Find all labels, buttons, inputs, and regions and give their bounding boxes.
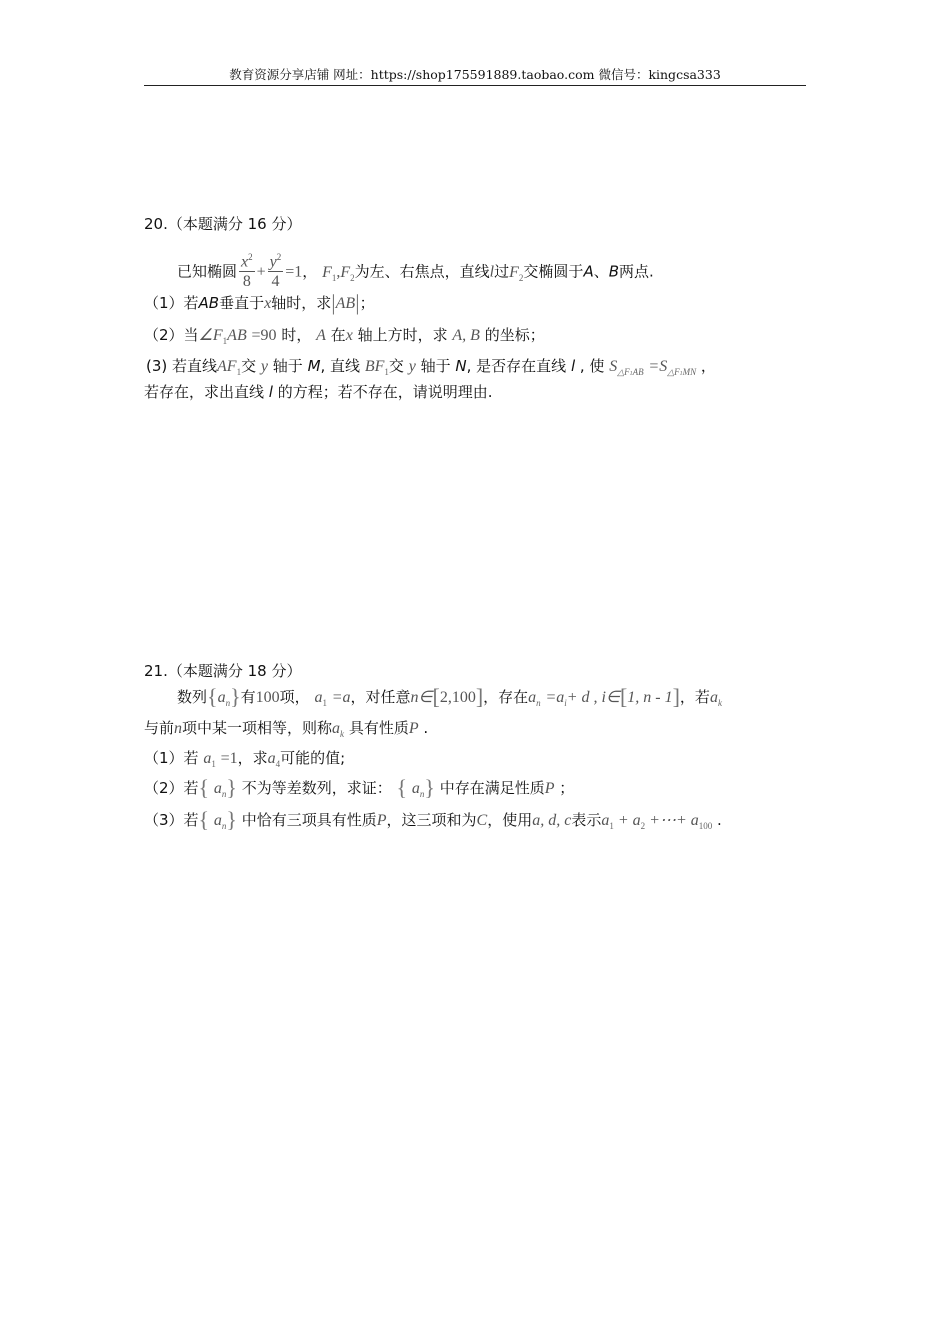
ak: $a_k$ xyxy=(709,689,722,708)
text: 与前 xyxy=(144,719,175,737)
var-n: n xyxy=(174,720,183,737)
text: 具有性质 xyxy=(348,719,409,737)
frac-numerator xyxy=(268,248,284,272)
exp: 2 xyxy=(248,252,253,262)
seq-an: $a_n$ xyxy=(213,780,227,799)
a4: $a_4$ xyxy=(267,750,281,769)
seq-an: $a_n$ xyxy=(217,689,231,708)
equals-1: =1 xyxy=(220,750,238,767)
equals-ai: $=a_i$ xyxy=(545,689,567,708)
q20-part3-line1 xyxy=(146,355,716,377)
q21-intro-line2 xyxy=(144,717,428,739)
plus-d-i-in: + d , i∈ xyxy=(566,689,620,706)
var-x: x xyxy=(345,327,353,344)
text: ，对任意 xyxy=(350,688,411,706)
var-y: y xyxy=(260,358,268,375)
text: 两点. xyxy=(619,262,654,281)
text: 为左、右焦点，直线 xyxy=(354,262,490,281)
an: $a_n$ xyxy=(528,689,541,708)
property-P: P xyxy=(544,780,555,797)
sep: , xyxy=(336,263,341,281)
q21-title: 21.（本题满分 18 分） xyxy=(144,662,302,680)
var-l: l xyxy=(489,263,495,281)
point-B: B xyxy=(608,262,620,281)
var-y: y xyxy=(408,358,416,375)
text: , 直线 xyxy=(320,357,361,375)
points-A-B: A, B xyxy=(452,327,480,344)
text: , 是否存在直线 xyxy=(466,357,567,375)
text: （1）若 xyxy=(144,294,199,312)
text: 的方程；若不存在，请说明理由. xyxy=(277,383,493,401)
frac-numerator xyxy=(239,248,255,272)
point-A: A xyxy=(316,327,326,344)
fraction-x2-over-8 xyxy=(239,248,255,292)
sum-expression: $a_1 + a_2$ +⋯+ $a_{100}$ xyxy=(601,812,713,831)
text: . xyxy=(717,811,722,829)
point-N: N xyxy=(455,357,467,375)
abs-right: | xyxy=(355,290,360,315)
text: , 使 xyxy=(579,357,605,375)
q20-title: 20.（本题满分 16 分） xyxy=(144,215,302,233)
q20-intro xyxy=(177,250,654,291)
area-S-F1AB: $S_{\triangle F1AB}$ xyxy=(609,358,644,377)
n-in: n∈ xyxy=(410,689,433,706)
text: 项， xyxy=(279,688,310,706)
frac-denominator: 8 xyxy=(242,273,251,291)
num-100: 100 xyxy=(255,689,280,706)
a1: $a_1$ xyxy=(314,689,327,708)
brace-right: } xyxy=(226,807,237,832)
q21-part2 xyxy=(144,777,574,799)
brace-right: } xyxy=(230,684,241,709)
text: 已知椭圆 xyxy=(177,262,238,281)
var-C: C xyxy=(476,812,488,829)
text: 时， xyxy=(281,326,312,344)
a1: $a_1$ xyxy=(203,750,216,769)
brace-left: { xyxy=(198,807,210,832)
seq-an: $a_n$ xyxy=(411,780,425,799)
brace-left: { xyxy=(396,775,408,800)
ak: $a_k$ xyxy=(332,720,345,739)
text: ，这三项和为 xyxy=(386,811,477,829)
q21-part3 xyxy=(144,809,722,831)
bracket-left: [ xyxy=(432,684,440,709)
seg-AB: AB xyxy=(198,294,220,312)
q21-intro-line1 xyxy=(177,686,722,708)
line-BF1: $BF_1$ xyxy=(364,358,389,377)
text: 不为等差数列，求证： xyxy=(241,779,392,797)
brace-right: } xyxy=(424,775,435,800)
equals-90: =90 xyxy=(251,327,277,344)
var-l: l xyxy=(570,357,576,375)
text: （1）若 xyxy=(144,749,199,767)
q20-part3-line2 xyxy=(144,381,493,403)
text: (3) 若直线 xyxy=(146,357,218,375)
abs-left: | xyxy=(331,290,336,315)
var-y: y xyxy=(269,253,277,271)
text: 轴时，求 xyxy=(271,294,332,312)
frac-denominator: 4 xyxy=(271,273,280,291)
text: 在 xyxy=(330,326,346,344)
text: 交 xyxy=(241,357,257,375)
var-l: l xyxy=(268,383,273,401)
q20-part2 xyxy=(144,324,545,346)
text: 可能的值; xyxy=(280,749,346,767)
text: ，求 xyxy=(237,749,268,767)
focus-F2: $F_2$ xyxy=(340,263,355,283)
text: 交椭圆于 xyxy=(523,262,584,281)
var-x: x xyxy=(264,295,272,312)
text: 交 xyxy=(388,357,404,375)
brace-left: { xyxy=(207,684,218,709)
text: 轴于 xyxy=(272,357,303,375)
point-A: A xyxy=(583,262,594,281)
line-AF1: $AF_1$ xyxy=(217,358,242,377)
text: ，若 xyxy=(679,688,710,706)
text: （3）若 xyxy=(144,811,199,829)
text: ； xyxy=(559,779,575,797)
text: 若存在，求出直线 xyxy=(144,383,265,401)
bracket-right: ] xyxy=(475,684,484,709)
text: （2）若 xyxy=(144,779,199,797)
text: 、 xyxy=(593,262,609,281)
q21-part1 xyxy=(144,747,345,769)
bracket-right: ] xyxy=(672,684,680,709)
text: 轴上方时，求 xyxy=(357,326,448,344)
var-x: x xyxy=(241,253,249,271)
brace-right: } xyxy=(226,775,237,800)
brace-left: { xyxy=(198,775,210,800)
vars-a-d-c: a, d, c xyxy=(532,812,572,829)
text: ， xyxy=(700,357,716,375)
text: ，存在 xyxy=(483,688,529,706)
text: 垂直于 xyxy=(219,294,265,312)
abs-AB: AB xyxy=(335,295,356,312)
text: ，使用 xyxy=(487,811,533,829)
seq-an: $a_n$ xyxy=(213,812,227,831)
area-S-F1MN: $=S_{\triangle F1MN}$ xyxy=(648,358,697,377)
angle-F1AB: $\angle F_1AB$ xyxy=(198,327,247,346)
property-P: P xyxy=(408,720,419,737)
text: （2）当 xyxy=(144,326,199,344)
point-M: M xyxy=(307,357,321,375)
text: ； xyxy=(359,294,375,312)
text: 中恰有三项具有性质 xyxy=(241,811,377,829)
text: 项中某一项相等，则称 xyxy=(182,719,333,737)
text: 数列 xyxy=(177,688,208,706)
text: 表示 xyxy=(571,811,602,829)
focus-F1: $F_1$ xyxy=(322,263,337,283)
page-header: 教育资源分享店铺 网址：https://shop175591889.taobao.com 微信号：kingcsa333 xyxy=(144,66,806,86)
fraction-y2-over-4 xyxy=(268,248,284,292)
text: 有 xyxy=(240,688,256,706)
equals-one: =1 xyxy=(285,263,303,281)
bracket-left: [ xyxy=(619,684,628,709)
exp: 2 xyxy=(276,252,282,262)
property-P: P xyxy=(376,812,387,829)
text: 过 xyxy=(494,262,510,281)
text: . xyxy=(423,719,429,737)
text: 的坐标； xyxy=(484,326,545,344)
range-2-100: 2,100 xyxy=(439,689,476,706)
text: 中存在满足性质 xyxy=(439,779,545,797)
comma: ， xyxy=(302,262,318,281)
focus-F2: $F_2$ xyxy=(509,263,524,283)
q20-part1 xyxy=(144,292,375,314)
equals-a: =a xyxy=(331,689,351,706)
plus: + xyxy=(256,263,266,281)
range-1-n-1: 1, n - 1 xyxy=(627,689,673,706)
text: 轴于 xyxy=(420,357,451,375)
